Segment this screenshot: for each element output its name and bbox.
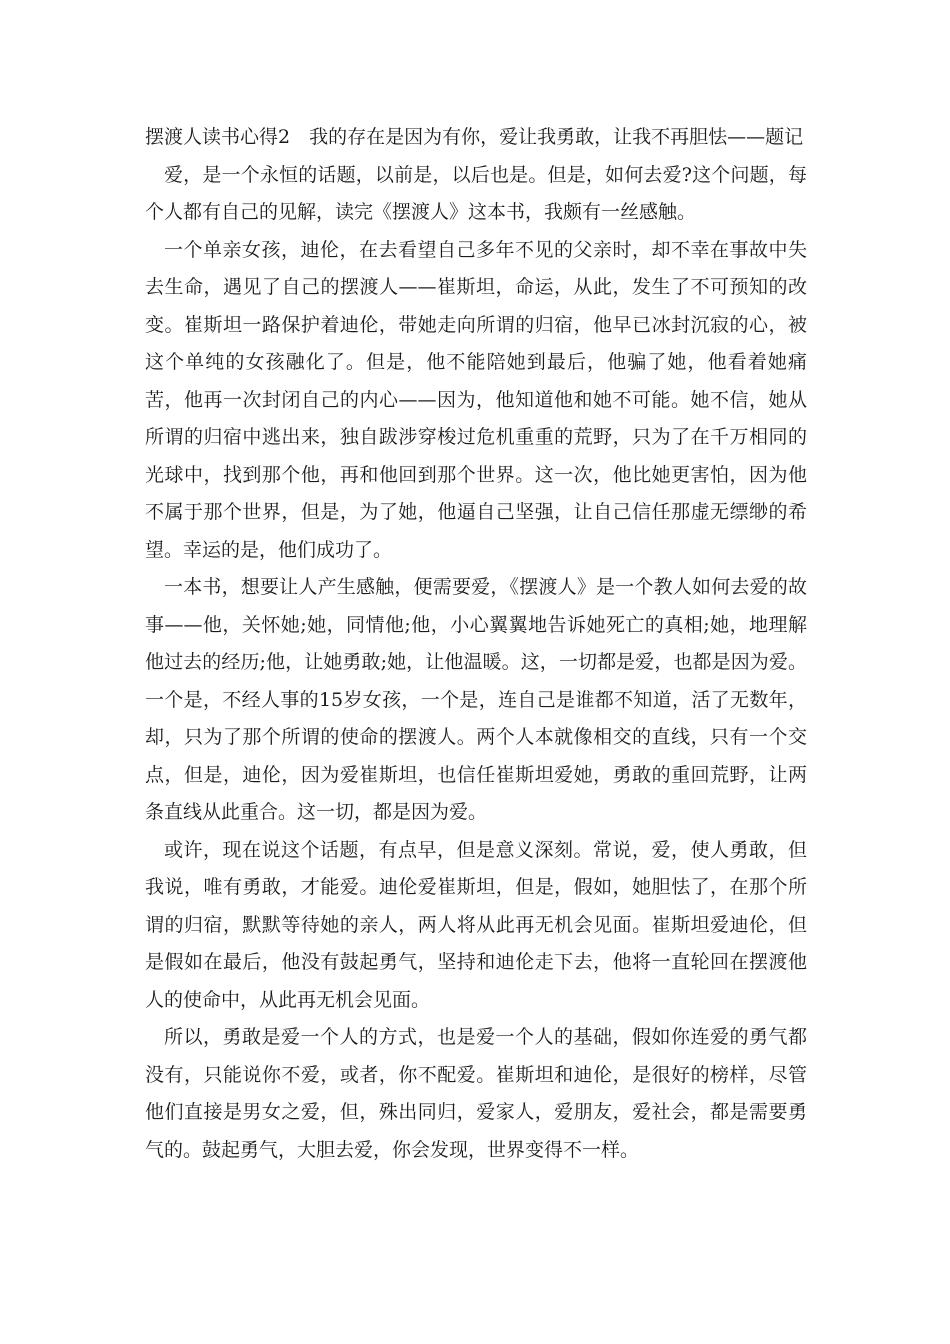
document-body: [145, 119, 807, 1169]
body-paragraph-5: 所以，勇敢是爱一个人的方式，也是爱一个人的基础，假如你连爱的勇气都没有，只能说你不爱，或者，你不配爱。崔斯坦和迪伦，是很好的榜样，尽管他们直接是男女之爱，但，殊出同归，爱家人，爱朋友，爱社会，都是需要勇气的。鼓起勇气，大胆去爱，你会发现，世界变得不一样。: [145, 1026, 807, 1161]
body-paragraph-2: 一个单亲女孩，迪伦，在去看望自己多年不见的父亲时，却不幸在事故中失去生命，遇见了自己的摆渡人——崔斯坦，命运，从此，发生了不可预知的改变。崔斯坦一路保护着迪伦，带她走向所谓的归宿，他早已冰封沉寂的心，被这个单纯的女孩融化了。但是，他不能陪她到最后，他骗了她，他看着她痛苦，他再一次封闭自己的内心——因为，他知道他和她不可能。她不信，她从所谓的归宿中逃出来，独自跋涉穿梭过危机重重的荒野，只为了在千万相同的光球中，找到那个他，再和他回到那个世界。这一次，他比她更害怕，因为他不属于那个世界，但是，为了她，他逼自己坚强，让自己信任那虚无缥缈的希望。幸运的是，他们成功了。: [145, 238, 807, 561]
title-paragraph: 摆渡人读书心得2 我的存在是因为有你，爱让我勇敢，让我不再胆怯——题记: [145, 126, 804, 148]
body-paragraph-3: 一本书，想要让人产生感触，便需要爱，《摆渡人》是一个教人如何去爱的故事——他，关怀她;她，同情他;他，小心翼翼地告诉她死亡的真相;她，地理解他过去的经历;他，让她勇敢;她，让他温暖。这，一切都是爱，也都是因为爱。一个是，不经人事的15岁女孩，一个是，连自己是谁都不知道，活了无数年，却，只为了那个所谓的使命的摆渡人。两个人本就像相交的直线，只有一个交点，但是，迪伦，因为爱崔斯坦，也信任崔斯坦爱她，勇敢的重回荒野，让两条直线从此重合。这一切，都是因为爱。: [145, 576, 807, 823]
body-paragraph-4: 或许，现在说这个话题，有点早，但是意义深刻。常说，爱，使人勇敢，但我说，唯有勇敢，才能爱。迪伦爱崔斯坦，但是，假如，她胆怯了，在那个所谓的归宿，默默等待她的亲人，两人将从此再无机会见面。崔斯坦爱迪伦，但是假如在最后，他没有鼓起勇气，坚持和迪伦走下去，他将一直轮回在摆渡他人的使命中，从此再无机会见面。: [145, 838, 807, 1011]
body-paragraph-1: 爱，是一个永恒的话题，以前是，以后也是。但是，如何去爱?这个问题，每个人都有自己的见解，读完《摆渡人》这本书，我颇有一丝感触。: [145, 163, 807, 223]
